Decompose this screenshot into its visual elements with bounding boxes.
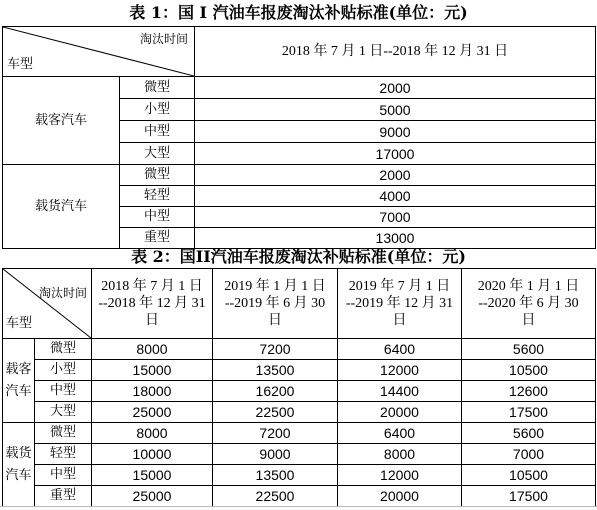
period-line: 2019 年 7 月 1 日 <box>348 279 451 294</box>
subsidy-value: 22500 <box>213 486 338 507</box>
table2-header-row <box>3 269 596 339</box>
subsidy-value: 8000 <box>92 339 213 360</box>
subsidy-value: 7000 <box>195 207 596 228</box>
vehicle-type: 小型 <box>35 360 92 381</box>
subsidy-value: 10500 <box>462 465 596 486</box>
subsidy-value: 4000 <box>195 186 596 207</box>
period-line: 2019 年 1 月 1 日 <box>224 279 326 294</box>
subsidy-value: 7200 <box>213 339 338 360</box>
subsidy-value: 25000 <box>92 402 213 423</box>
subsidy-value: 8000 <box>338 444 462 465</box>
subsidy-value: 22500 <box>213 402 338 423</box>
vehicle-type: 轻型 <box>120 186 195 207</box>
subsidy-value: 15000 <box>92 360 213 381</box>
vehicle-type: 微型 <box>35 339 92 360</box>
period-header <box>462 269 596 339</box>
subsidy-value: 10000 <box>92 444 213 465</box>
period-header <box>213 269 338 339</box>
table-row <box>3 465 596 486</box>
subsidy-value: 9000 <box>195 121 596 143</box>
subsidy-value: 8000 <box>92 423 213 444</box>
subsidy-value: 7200 <box>213 423 338 444</box>
group-label-line: 载货 <box>5 445 32 461</box>
period-header <box>92 269 213 339</box>
subsidy-value: 10500 <box>462 360 596 381</box>
corner-header-time: 淘汰时间 <box>139 32 188 46</box>
subsidy-value: 9000 <box>213 444 338 465</box>
table2-title: 表 2：国II汽油车报废淘汰补贴标准(单位：元) <box>131 247 466 266</box>
table1-corner-cell <box>3 27 195 77</box>
group-label-line: 汽车 <box>5 467 32 483</box>
subsidy-value: 15000 <box>92 465 213 486</box>
period-line: 日 <box>392 313 407 328</box>
subsidy-value: 12000 <box>338 360 462 381</box>
group-label: 载货汽车 <box>3 165 120 249</box>
vehicle-type: 中型 <box>35 381 92 402</box>
subsidy-value: 17500 <box>462 402 596 423</box>
page-bottom-rule <box>0 506 597 507</box>
table-row <box>3 381 596 402</box>
period-line: --2019 年 12 月 31 <box>345 296 454 311</box>
subsidy-value: 13500 <box>213 465 338 486</box>
vehicle-type: 中型 <box>35 465 92 486</box>
subsidy-value: 12000 <box>338 465 462 486</box>
corner-header-time: 淘汰时间 <box>38 286 87 300</box>
vehicle-type: 重型 <box>35 486 92 507</box>
group-label-line: 载客 <box>5 361 32 377</box>
subsidy-value: 6400 <box>338 339 462 360</box>
group-label <box>3 339 35 423</box>
vehicle-type: 微型 <box>120 77 195 99</box>
vehicle-type: 小型 <box>120 99 195 121</box>
corner-header-type: 车型 <box>7 57 34 72</box>
table-row <box>3 339 596 360</box>
period-line: 日 <box>268 313 282 328</box>
corner-header-type: 车型 <box>6 316 33 331</box>
subsidy-value: 17500 <box>462 486 596 507</box>
vehicle-type: 大型 <box>35 402 92 423</box>
period-header <box>338 269 462 339</box>
table2 <box>2 268 596 507</box>
group-label <box>3 423 35 507</box>
period-line: --2019 年 6 月 30 <box>224 296 326 311</box>
table-row <box>3 402 596 423</box>
subsidy-value: 14400 <box>338 381 462 402</box>
subsidy-value: 16200 <box>213 381 338 402</box>
period-line: --2020 年 6 月 30 <box>478 296 579 311</box>
subsidy-value: 5600 <box>462 339 596 360</box>
vehicle-type: 中型 <box>120 207 195 228</box>
subsidy-value: 7000 <box>462 444 596 465</box>
table1-header-row <box>3 27 596 77</box>
subsidy-value: 6400 <box>338 423 462 444</box>
subsidy-value: 13000 <box>195 228 596 249</box>
table-row <box>3 444 596 465</box>
subsidy-value: 2000 <box>195 77 596 99</box>
vehicle-type: 重型 <box>120 228 195 249</box>
subsidy-value: 18000 <box>92 381 213 402</box>
table-row <box>3 77 596 99</box>
subsidy-value: 5000 <box>195 99 596 121</box>
period-line: 日 <box>145 313 159 328</box>
subsidy-value: 20000 <box>338 402 462 423</box>
table2-corner-cell <box>3 269 92 339</box>
subsidy-value: 17000 <box>195 143 596 165</box>
period-line: 2020 年 1 月 1 日 <box>477 279 580 294</box>
vehicle-type: 轻型 <box>35 444 92 465</box>
subsidy-value: 13500 <box>213 360 338 381</box>
subsidy-value: 25000 <box>92 486 213 507</box>
period-line: --2018 年 12 月 31 <box>98 296 206 311</box>
vehicle-type: 大型 <box>120 143 195 165</box>
subsidy-value: 12600 <box>462 381 596 402</box>
table1-title: 表 1：国 I 汽油车报废淘汰补贴标准(单位：元) <box>129 3 468 22</box>
group-label: 载客汽车 <box>3 77 120 165</box>
table1-period-header: 2018 年 7 月 1 日--2018 年 12 月 31 日 <box>195 27 596 77</box>
vehicle-type: 微型 <box>120 165 195 186</box>
period-line: 日 <box>521 313 536 328</box>
group-label-line: 汽车 <box>5 383 32 399</box>
table-row <box>3 423 596 444</box>
table-row <box>3 360 596 381</box>
table-row <box>3 486 596 507</box>
table-row <box>3 165 596 186</box>
table1 <box>2 26 596 249</box>
subsidy-value: 5600 <box>462 423 596 444</box>
vehicle-type: 微型 <box>35 423 92 444</box>
vehicle-type: 中型 <box>120 121 195 143</box>
subsidy-value: 2000 <box>195 165 596 186</box>
subsidy-value: 20000 <box>338 486 462 507</box>
period-line: 2018 年 7 月 1 日 <box>101 279 203 294</box>
